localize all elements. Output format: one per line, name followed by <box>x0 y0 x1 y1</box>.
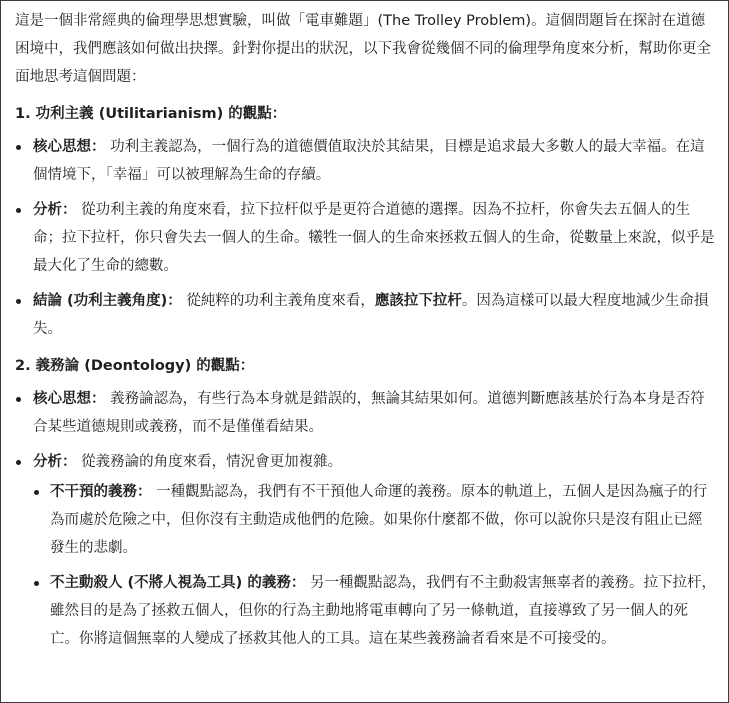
bullet-emphasis: 應該拉下拉杆 <box>374 293 462 309</box>
bullet-text: 義務論認為，有些行為本身就是錯誤的，無論其結果如何。道德判斷應該基於行為本身是否符合某些道德規則或義務，而不是僅僅看結果。 <box>33 391 705 435</box>
bullet-text: 另一種觀點認為，我們有不主動殺害無辜者的義務。拉下拉杆，雖然目的是為了拯救五個人，但你的行為主動地將電車轉向了另一條軌道，直接導致了另一個人的死亡。你將這個無辜的人變成了拯救其他人的工具。這在某些義務論者看來是不可接受的。 <box>50 575 716 647</box>
list-item <box>15 287 716 343</box>
deontology-list <box>15 385 716 653</box>
section-heading-deontology: 2. 義務論 (Deontology) 的觀點： <box>15 358 255 374</box>
bullet-label: 不主動殺人 (不將人視為工具) 的義務： <box>50 575 306 591</box>
utilitarianism-list <box>15 133 716 343</box>
list-item <box>15 448 716 653</box>
list-item <box>33 569 716 653</box>
bullet-label: 不干預的義務： <box>50 484 152 500</box>
bullet-label: 分析： <box>33 202 77 218</box>
bullet-label: 分析： <box>33 454 77 470</box>
deontology-sub-list <box>33 478 716 653</box>
bullet-label: 結論 (功利主義角度)： <box>33 293 182 309</box>
section-heading-utilitarianism: 1. 功利主義 (Utilitarianism) 的觀點： <box>15 106 287 122</box>
list-item <box>15 196 716 280</box>
list-item <box>15 133 716 189</box>
bullet-label: 核心思想： <box>33 139 106 155</box>
bullet-text: 功利主義認為，一個行為的道德價值取決於其結果，目標是追求最大多數人的最大幸福。在這個情境下，「幸福」可以被理解為生命的存續。 <box>33 139 705 183</box>
bullet-text: 一種觀點認為，我們有不干預他人命運的義務。原本的軌道上，五個人是因為瘋子的行為而處於危險之中，但你沒有主動造成他們的危險。如果你什麼都不做，你可以說你只是沒有阻止已經發生的悲劇。 <box>50 484 708 556</box>
list-item <box>15 385 716 441</box>
intro-paragraph: 這是一個非常經典的倫理學思想實驗，叫做「電車難題」(The Trolley Problem)。這個問題旨在探討在道德困境中，我們應該如何做出抉擇。針對你提出的狀況，以下我會從幾個不同的倫理學角度來分析，幫助你更全面地思考這個問題： <box>15 13 711 85</box>
bullet-label: 核心思想： <box>33 391 106 407</box>
bullet-text: 從義務論的角度來看，情況會更加複雜。 <box>76 454 343 470</box>
bullet-text: 。因為這樣可以最大程度地減少生命損失。 <box>33 293 709 337</box>
list-item <box>33 478 716 562</box>
bullet-text: 從純粹的功利主義角度來看， <box>181 293 375 309</box>
bullet-text: 從功利主義的角度來看，拉下拉杆似乎是更符合道德的選擇。因為不拉杆，你會失去五個人的生命；拉下拉杆，你只會失去一個人的生命。犧牲一個人的生命來拯救五個人的生命，從數量上來說，似乎是最大化了生命的總數。 <box>33 202 715 274</box>
